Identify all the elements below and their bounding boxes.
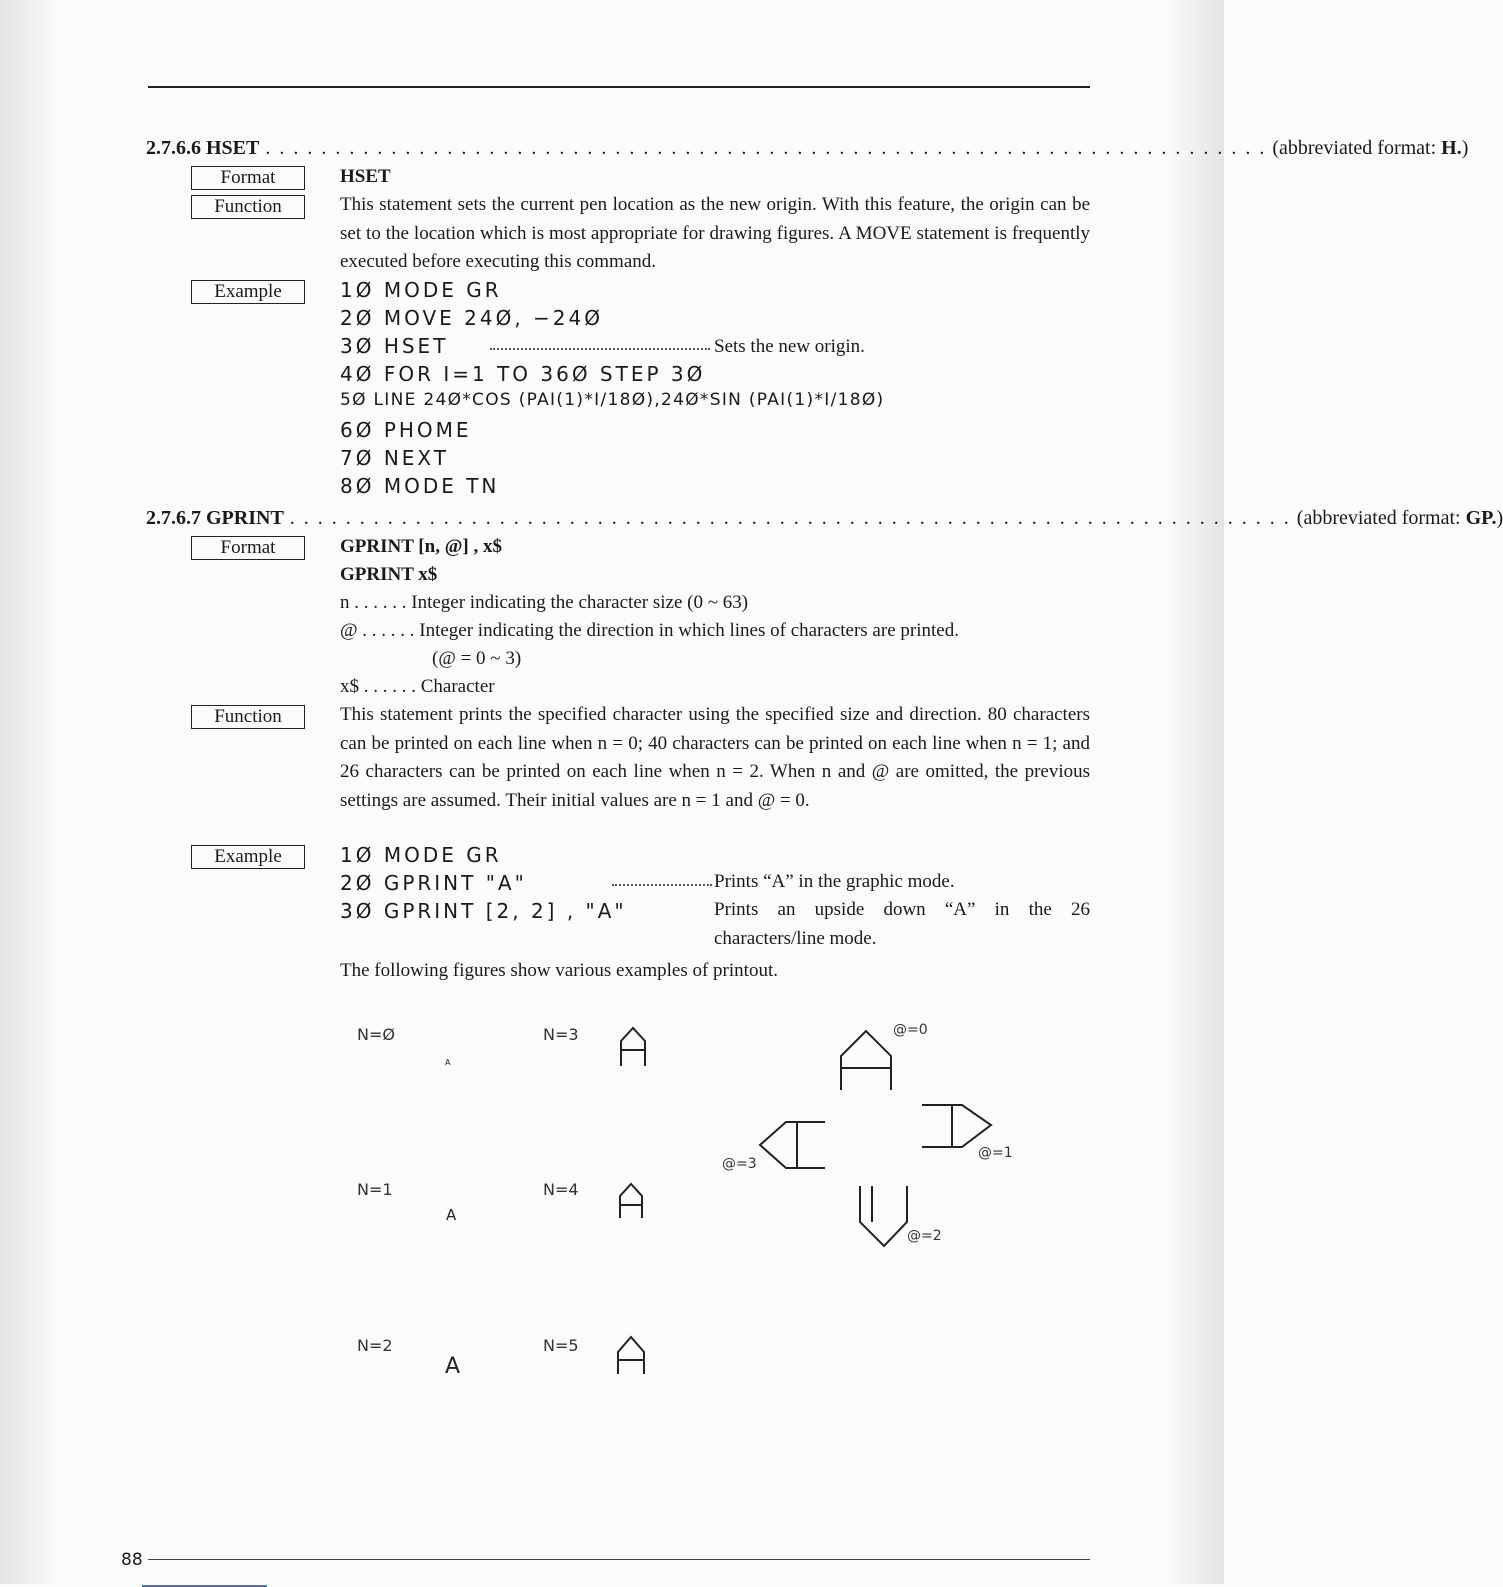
size-label-n1: N=1 xyxy=(357,1180,393,1199)
direction-1-glyph xyxy=(922,1105,991,1147)
hset-code-line-1: 1Ø MODE GR xyxy=(340,278,502,302)
hset-code-line-3: 3Ø HSET xyxy=(340,334,449,358)
gprint-format-line-1: GPRINT [n, @] , x$ xyxy=(340,536,502,557)
hset-code-line-2: 2Ø MOVE 24Ø, −24Ø xyxy=(340,306,604,330)
hset-code-line-4: 4Ø FOR I=1 TO 36Ø STEP 3Ø xyxy=(340,362,706,386)
direction-3-glyph xyxy=(760,1122,825,1168)
glyph-size-0: A xyxy=(445,1058,451,1067)
size-label-n0: N=Ø xyxy=(357,1025,395,1044)
hset-code-line-5: 5Ø LINE 24Ø*COS (PAI(1)*I/18Ø),24Ø*SIN (PAI(1)*I/18Ø) xyxy=(340,390,885,410)
size-label-n4: N=4 xyxy=(543,1180,579,1199)
gprint-example-label: Example xyxy=(191,845,305,869)
gprint-param-x: x$ . . . . . . Character xyxy=(340,676,495,697)
gprint-function-text: This statement prints the specified character using the specified size and direction. 80 characters can be printed on each line when n = 0; 40 characters can be printed on each line when n = 1; and 26 characters can be printed on each line when n = 2. When n and @ are omitted, the previous settings are assumed. Their initial values are n = 1 and @ = 0. xyxy=(340,704,1090,811)
page-number: 88 xyxy=(121,1550,143,1570)
footer-rule xyxy=(148,1559,1090,1560)
direction-label-0: @=0 xyxy=(893,1022,928,1038)
direction-label-1: @=1 xyxy=(978,1145,1013,1161)
gprint-format-label: Format xyxy=(191,536,305,560)
size-label-n5: N=5 xyxy=(543,1336,579,1355)
gprint-code-line-1: 1Ø MODE GR xyxy=(340,843,502,867)
hset-title: 2.7.6.6 HSET xyxy=(146,137,260,159)
hset-code-comment: Sets the new origin. xyxy=(714,336,865,357)
hset-code-line-7: 7Ø NEXT xyxy=(340,446,449,470)
size-label-n2: N=2 xyxy=(357,1336,393,1355)
direction-0-glyph xyxy=(841,1031,891,1090)
heading-leader-dots: . . . . . . . . . . . . . . . . . . . . . . . . . . . . . . . . . . . . . . . . . . . . . . . . . . . . . . . . . . . . . . . . . . . . . . . . xyxy=(265,137,1267,159)
glyph-size-1: A xyxy=(446,1206,457,1224)
gprint-param-n: n . . . . . . Integer indicating the character size (0 ~ 63) xyxy=(340,592,749,613)
direction-label-2: @=2 xyxy=(907,1228,942,1244)
glyph-size-5 xyxy=(618,1337,644,1374)
direction-label-3: @=3 xyxy=(722,1156,757,1172)
gprint-format-line-2: GPRINT x$ xyxy=(340,564,438,585)
hset-example-label: Example xyxy=(191,280,305,304)
gprint-param-at-range: (@ = 0 ~ 3) xyxy=(432,648,522,669)
gprint-param-at: @ . . . . . . Integer indicating the direction in which lines of characters are printed. xyxy=(340,620,959,641)
hset-format-label: Format xyxy=(191,166,305,190)
hset-function-label: Function xyxy=(191,195,305,219)
gprint-code-comment-2-cont: characters/line mode. xyxy=(714,928,877,949)
gprint-function-label: Function xyxy=(191,705,305,729)
glyph-size-2: A xyxy=(445,1354,461,1379)
hset-function-text: This statement sets the current pen location as the new origin. With this feature, the origin can be set to the location which is most appropriate for drawing figures. A MOVE statement is frequently executed before executing this command. xyxy=(340,194,1090,272)
size-label-n3: N=3 xyxy=(543,1025,579,1044)
figures-caption: The following figures show various examples of printout. xyxy=(340,960,778,981)
glyph-size-4 xyxy=(620,1184,642,1218)
hset-abbreviation: (abbreviated format: H.) xyxy=(1272,137,1469,159)
direction-2-glyph xyxy=(860,1186,907,1246)
heading-leader-dots: . . . . . . . . . . . . . . . . . . . . . . . . . . . . . . . . . . . . . . . . . . . . . . . . . . . . . . . . . . . . . . . . . . . . . . . . xyxy=(289,507,1291,529)
gprint-abbreviation: (abbreviated format: GP.) xyxy=(1296,507,1503,529)
gprint-code-line-3: 3Ø GPRINT [2, 2] , "A" xyxy=(340,899,627,923)
hset-code-line-8: 8Ø MODE TN xyxy=(340,474,500,498)
gprint-code-comment-1: Prints “A” in the graphic mode. xyxy=(714,871,955,892)
hset-code-line-6: 6Ø PHOME xyxy=(340,418,472,442)
gprint-title: 2.7.6.7 GPRINT xyxy=(146,507,284,529)
gprint-code-line-2: 2Ø GPRINT "A" xyxy=(340,871,527,895)
glyph-size-3 xyxy=(621,1028,645,1066)
gprint-code-comment-2: Prints an upside down “A” in the 26 xyxy=(714,899,1090,920)
hset-format-text: HSET xyxy=(340,166,391,187)
